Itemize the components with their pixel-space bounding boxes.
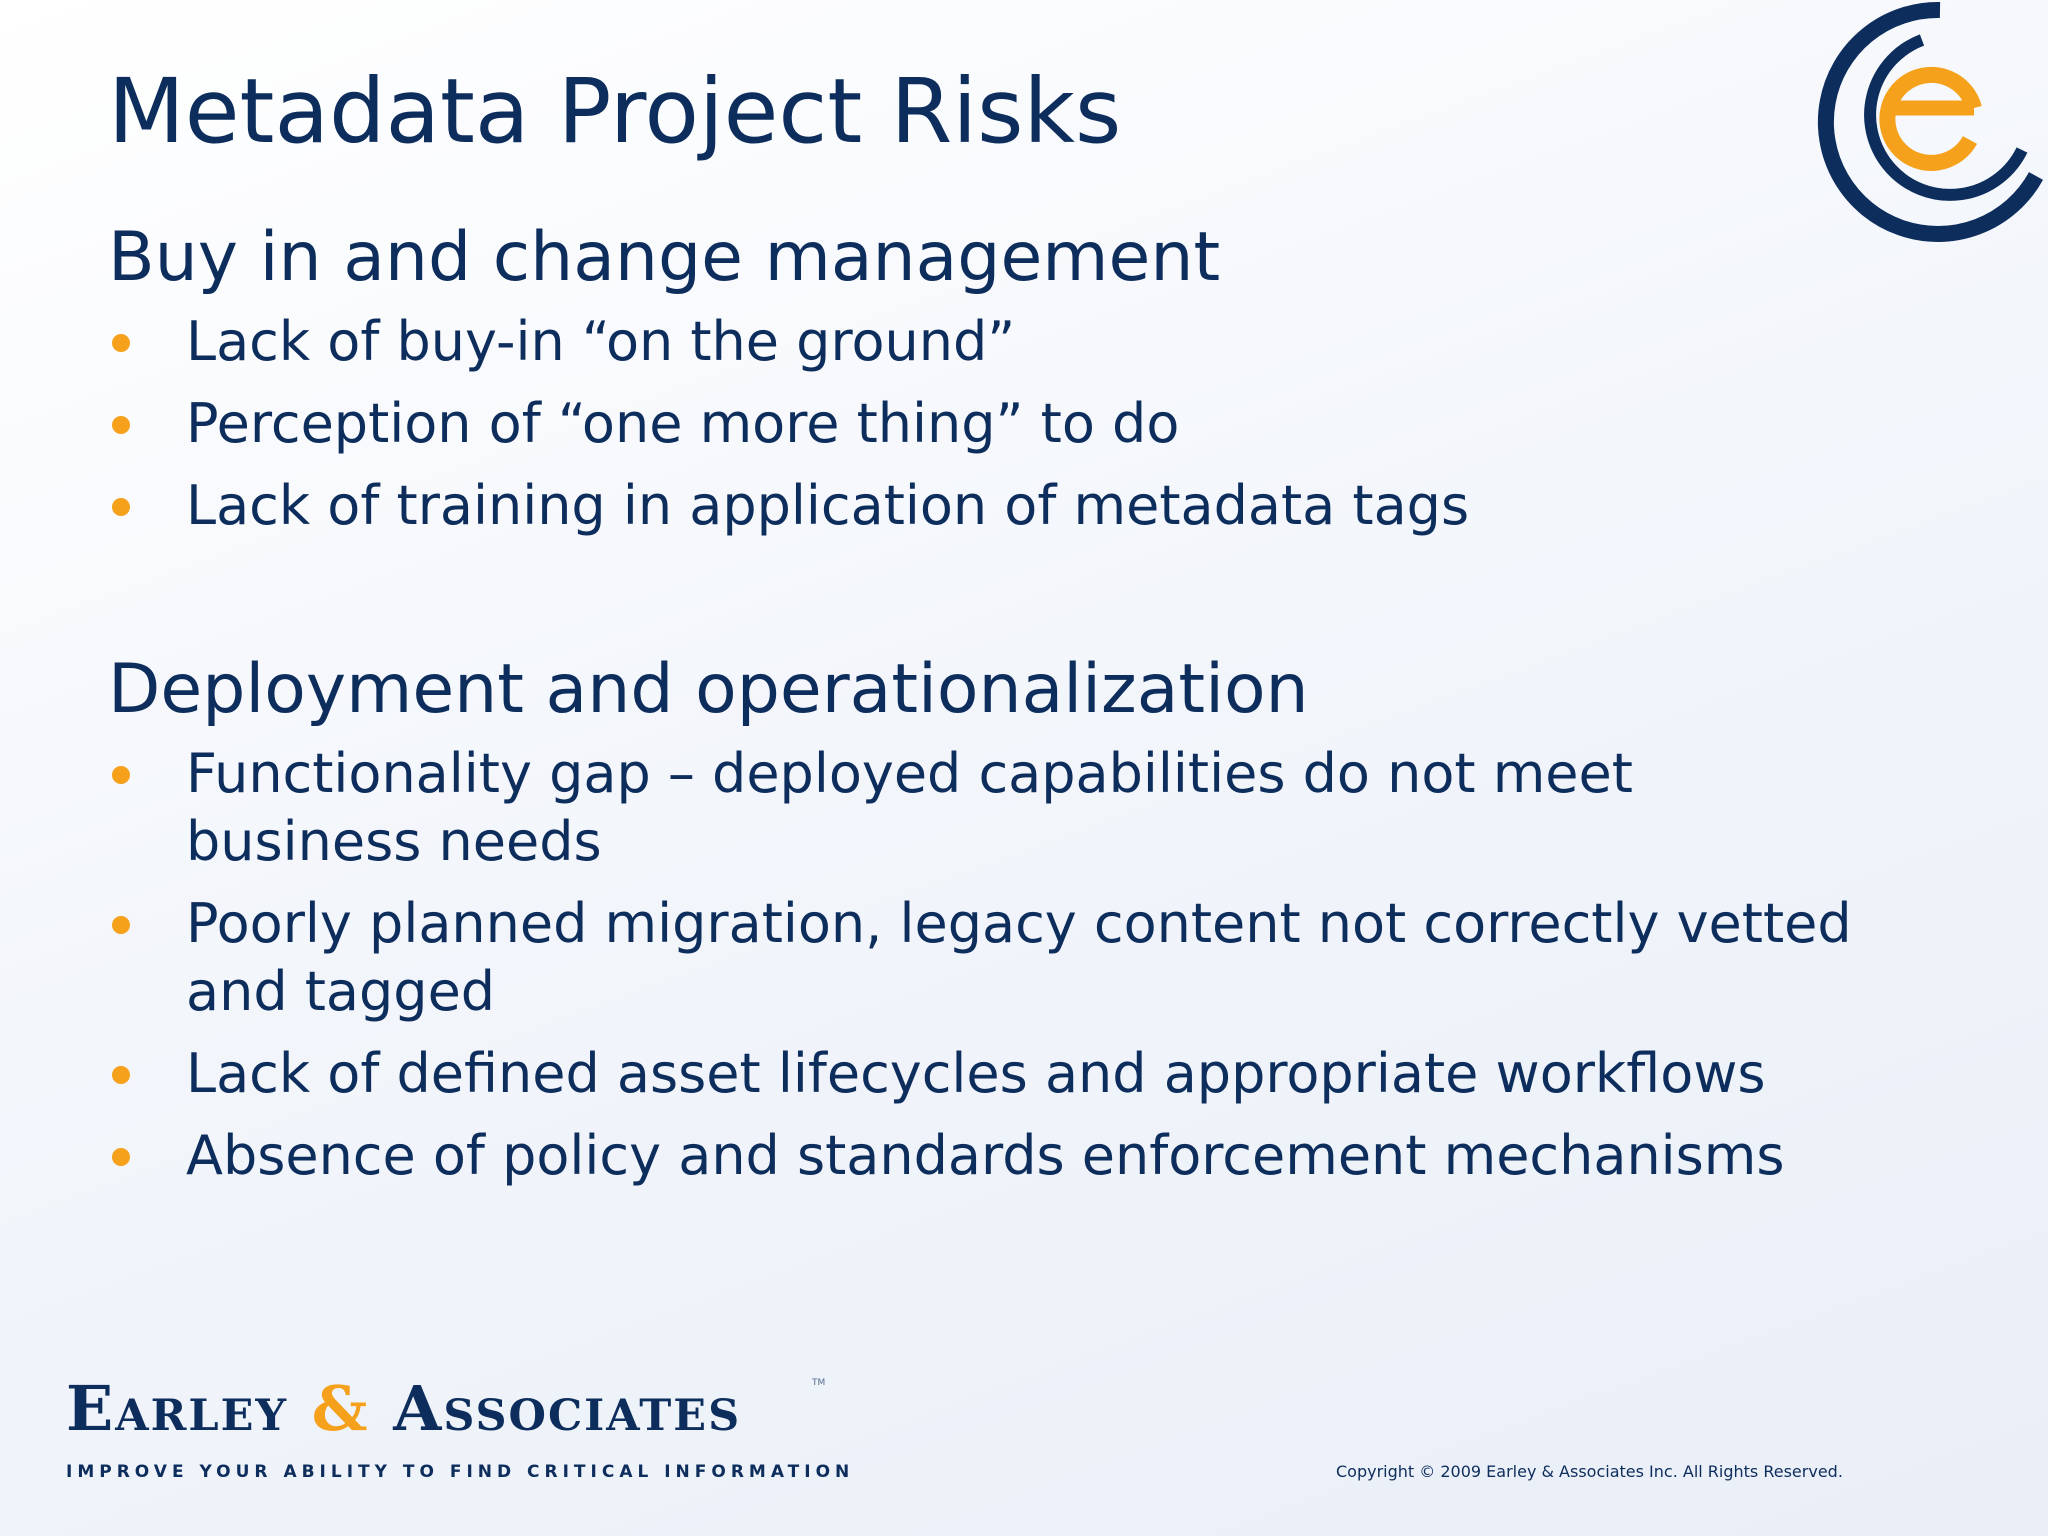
- company-name-part2: Associates: [393, 1372, 742, 1445]
- company-tagline: IMPROVE YOUR ABILITY TO FIND CRITICAL INFORMATION: [66, 1462, 855, 1482]
- bullet-dot-icon: [112, 498, 130, 516]
- company-wordmark: [66, 1372, 855, 1496]
- section-heading: Buy in and change management: [108, 218, 1221, 297]
- bullet-list: [108, 308, 1868, 540]
- bullet-text: Lack of training in application of metadata tags: [186, 474, 1470, 538]
- logo-outer-ring: [1826, 10, 2036, 234]
- section-deployment: [108, 650, 1868, 1204]
- section-heading: Deployment and operationalization: [108, 650, 1309, 729]
- bullet-text: Perception of “one more thing” to do: [186, 392, 1180, 456]
- bullet-text: Poorly planned migration, legacy content not correctly vetted and tagged: [186, 892, 1852, 1024]
- bullet-item: [108, 472, 1868, 540]
- company-name-part1: Earley: [66, 1372, 289, 1445]
- bullet-item: [108, 890, 1868, 1026]
- bullet-dot-icon: [112, 1148, 130, 1166]
- bullet-text: Lack of defined asset lifecycles and appropriate workflows: [186, 1042, 1766, 1106]
- bullet-dot-icon: [112, 766, 130, 784]
- bullet-text: Functionality gap – deployed capabilities do not meet business needs: [186, 742, 1633, 874]
- logo-e-glyph: [1887, 75, 1974, 163]
- company-name-amp: &: [311, 1372, 370, 1445]
- slide-title: Metadata Project Risks: [108, 59, 1122, 163]
- bullet-list: [108, 740, 1868, 1190]
- copyright-notice: Copyright © 2009 Earley & Associates Inc. All Rights Reserved.: [1336, 1462, 1843, 1481]
- bullet-text: Lack of buy-in “on the ground”: [186, 310, 1016, 374]
- bullet-item: [108, 1122, 1868, 1190]
- company-name: [66, 1372, 836, 1445]
- bullet-item: [108, 740, 1868, 876]
- bullet-dot-icon: [112, 416, 130, 434]
- company-logo-mark: [1800, 0, 2044, 244]
- bullet-item: [108, 1040, 1868, 1108]
- bullet-dot-icon: [112, 1066, 130, 1084]
- bullet-dot-icon: [112, 334, 130, 352]
- bullet-item: [108, 308, 1868, 376]
- bullet-text: Absence of policy and standards enforcement mechanisms: [186, 1124, 1785, 1188]
- trademark-mark: TM: [812, 1378, 826, 1388]
- bullet-item: [108, 390, 1868, 458]
- section-buy-in: [108, 218, 1868, 554]
- bullet-dot-icon: [112, 916, 130, 934]
